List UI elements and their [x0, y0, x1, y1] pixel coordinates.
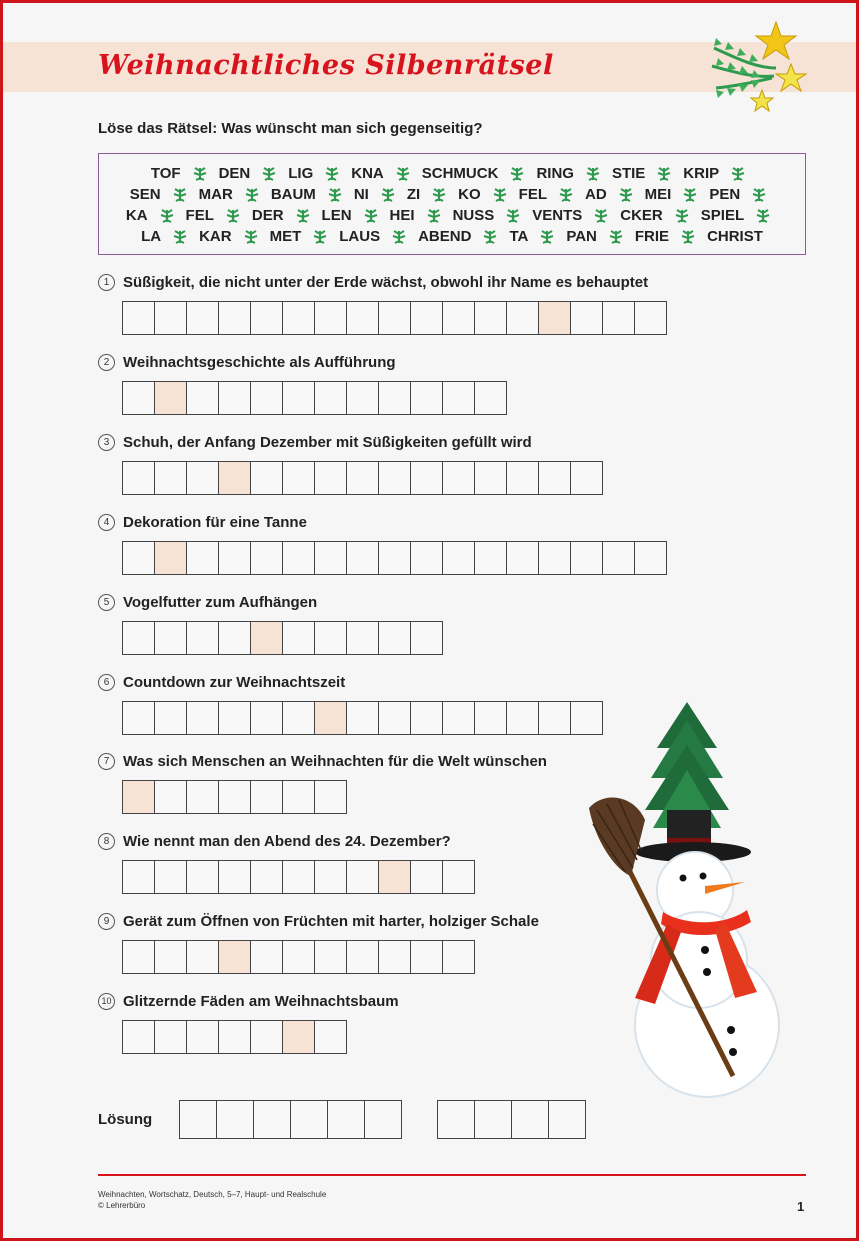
syllable: AD [585, 186, 607, 203]
letter-cell[interactable] [346, 461, 379, 495]
task-3 [98, 432, 532, 452]
letter-cell[interactable] [122, 461, 155, 495]
letter-cell[interactable] [634, 541, 667, 575]
holly-leaf-icon [558, 188, 574, 202]
syllable: FEL [185, 207, 214, 224]
letter-cell[interactable] [154, 621, 187, 655]
letter-cell[interactable] [378, 381, 411, 415]
holly-leaf-icon [312, 230, 328, 244]
letter-cell[interactable] [154, 940, 187, 974]
task-clue: Vogelfutter zum Aufhängen [123, 593, 318, 611]
letter-cell[interactable] [314, 461, 347, 495]
letter-cell[interactable] [122, 860, 155, 894]
letter-cell[interactable] [122, 1020, 155, 1054]
letter-cell[interactable] [282, 301, 315, 335]
letter-cell[interactable] [314, 780, 347, 814]
syllable: NI [353, 186, 369, 203]
syllable: RING [536, 165, 574, 182]
holly-leaf-icon [243, 230, 259, 244]
letter-cell[interactable] [250, 940, 283, 974]
letter-cell[interactable] [378, 461, 411, 495]
letter-cell[interactable] [442, 701, 475, 735]
solution-letter-cell[interactable] [538, 301, 571, 335]
letter-cell[interactable] [122, 541, 155, 575]
holly-leaf-icon [680, 230, 696, 244]
letter-cell[interactable] [314, 621, 347, 655]
solution-cell[interactable] [216, 1100, 254, 1139]
letter-cell[interactable] [314, 860, 347, 894]
holly-leaf-icon [755, 209, 771, 223]
letter-cell[interactable] [186, 940, 219, 974]
letter-cell[interactable] [186, 461, 219, 495]
snowman-illustration [575, 700, 790, 1100]
letter-cell[interactable] [250, 541, 283, 575]
holly-leaf-icon [656, 167, 672, 181]
holly-leaf-icon [593, 209, 609, 223]
letter-cell[interactable] [378, 621, 411, 655]
task-5 [98, 592, 317, 612]
solution-word-1-cells[interactable] [179, 1100, 402, 1139]
letter-cell[interactable] [410, 541, 443, 575]
letter-cell[interactable] [250, 381, 283, 415]
solution-letter-cell[interactable] [122, 780, 155, 814]
holly-leaf-icon [608, 230, 624, 244]
syllable: KNA [351, 165, 384, 182]
letter-cell[interactable] [346, 541, 379, 575]
task-number: 5 [98, 594, 115, 611]
answer-cells[interactable] [122, 381, 507, 415]
holly-leaf-icon [482, 230, 498, 244]
syllable: KO [458, 186, 481, 203]
letter-cell[interactable] [602, 301, 635, 335]
holly-leaf-icon [674, 209, 690, 223]
syllable: SEN [129, 186, 161, 203]
syllable: NUSS [452, 207, 495, 224]
syllable-row-2 [99, 184, 805, 205]
letter-cell[interactable] [346, 940, 379, 974]
letter-cell[interactable] [346, 860, 379, 894]
syllable: MAR [198, 186, 233, 203]
task-clue: Süßigkeit, die nicht unter der Erde wächst, obwohl ihr Name es behauptet [123, 273, 649, 291]
letter-cell[interactable] [218, 780, 251, 814]
holly-leaf-icon [225, 209, 241, 223]
answer-cells[interactable] [122, 940, 475, 974]
syllable: PAN [566, 228, 597, 245]
answer-cells[interactable] [122, 780, 347, 814]
task-number: 2 [98, 354, 115, 371]
letter-cell[interactable] [442, 860, 475, 894]
solution-letter-cell[interactable] [250, 621, 283, 655]
letter-cell[interactable] [186, 541, 219, 575]
letter-cell[interactable] [154, 701, 187, 735]
solution-cell[interactable] [179, 1100, 217, 1139]
letter-cell[interactable] [410, 940, 443, 974]
answer-cells[interactable] [122, 301, 667, 335]
task-6 [98, 672, 345, 692]
letter-cell[interactable] [122, 621, 155, 655]
instruction-text: Löse das Rätsel: Was wünscht man sich gegenseitig? [98, 120, 483, 137]
solution-letter-cell[interactable] [378, 860, 411, 894]
letter-cell[interactable] [442, 381, 475, 415]
task-9 [98, 911, 539, 931]
letter-cell[interactable] [442, 461, 475, 495]
task-clue: Dekoration für eine Tanne [123, 513, 307, 531]
solution-cell[interactable] [511, 1100, 549, 1139]
task-1 [98, 272, 648, 292]
answer-cells[interactable] [122, 621, 443, 655]
syllable: LIG [288, 165, 314, 182]
letter-cell[interactable] [218, 621, 251, 655]
syllable: STIE [611, 165, 646, 182]
footer-divider [98, 1174, 806, 1176]
letter-cell[interactable] [186, 701, 219, 735]
letter-cell[interactable] [122, 301, 155, 335]
holly-leaf-icon [324, 167, 340, 181]
task-clue: Countdown zur Weihnachtszeit [123, 673, 346, 691]
letter-cell[interactable] [218, 541, 251, 575]
holly-leaf-icon [618, 188, 634, 202]
footer-line-1: Weihnachten, Wortschatz, Deutsch, 5–7, Haupt- und Realschule [98, 1190, 327, 1199]
syllable: MEI [644, 186, 672, 203]
letter-cell[interactable] [250, 461, 283, 495]
letter-cell[interactable] [282, 461, 315, 495]
syllable: HEI [389, 207, 415, 224]
letter-cell[interactable] [410, 621, 443, 655]
holly-leaf-icon [192, 167, 208, 181]
letter-cell[interactable] [570, 461, 603, 495]
task-number: 9 [98, 913, 115, 930]
syllable-row-3 [99, 205, 805, 226]
holly-leaf-icon [172, 188, 188, 202]
syllable: BAUM [270, 186, 316, 203]
task-10 [98, 991, 399, 1011]
holly-leaf-icon [505, 209, 521, 223]
letter-cell[interactable] [282, 860, 315, 894]
letter-cell[interactable] [538, 541, 571, 575]
letter-cell[interactable] [378, 301, 411, 335]
solution-cell[interactable] [364, 1100, 402, 1139]
letter-cell[interactable] [538, 701, 571, 735]
letter-cell[interactable] [442, 541, 475, 575]
letter-cell[interactable] [346, 701, 379, 735]
letter-cell[interactable] [378, 701, 411, 735]
letter-cell[interactable] [186, 860, 219, 894]
syllable: KAR [199, 228, 232, 245]
holly-leaf-icon [539, 230, 555, 244]
letter-cell[interactable] [154, 301, 187, 335]
task-number: 8 [98, 833, 115, 850]
holly-leaf-icon [730, 167, 746, 181]
letter-cell[interactable] [442, 940, 475, 974]
letter-cell[interactable] [282, 940, 315, 974]
holly-leaf-icon [492, 188, 508, 202]
holly-leaf-icon [244, 188, 260, 202]
letter-cell[interactable] [282, 701, 315, 735]
letter-cell[interactable] [282, 780, 315, 814]
solution-letter-cell[interactable] [282, 1020, 315, 1054]
syllable: ABEND [418, 228, 472, 245]
letter-cell[interactable] [506, 461, 539, 495]
syllable-row-4 [99, 226, 805, 247]
syllable: ZI [406, 186, 421, 203]
letter-cell[interactable] [250, 1020, 283, 1054]
letter-cell[interactable] [410, 381, 443, 415]
letter-cell[interactable] [410, 701, 443, 735]
syllable-row-1 [99, 163, 805, 184]
syllable: DER [251, 207, 284, 224]
answer-cells[interactable] [122, 541, 667, 575]
syllable: LAUS [339, 228, 381, 245]
answer-cells[interactable] [122, 1020, 347, 1054]
syllable: DEN [218, 165, 251, 182]
syllable: TOF [150, 165, 181, 182]
letter-cell[interactable] [154, 860, 187, 894]
letter-cell[interactable] [602, 541, 635, 575]
task-number: 7 [98, 753, 115, 770]
answer-cells[interactable] [122, 461, 603, 495]
task-7 [98, 751, 547, 771]
letter-cell[interactable] [250, 701, 283, 735]
letter-cell[interactable] [506, 301, 539, 335]
task-8 [98, 831, 451, 851]
holly-leaf-icon [391, 230, 407, 244]
task-number: 3 [98, 434, 115, 451]
letter-cell[interactable] [346, 301, 379, 335]
syllable: FEL [518, 186, 547, 203]
letter-cell[interactable] [218, 301, 251, 335]
letter-cell[interactable] [282, 381, 315, 415]
syllable: SPIEL [700, 207, 745, 224]
letter-cell[interactable] [282, 541, 315, 575]
syllable: PEN [709, 186, 741, 203]
letter-cell[interactable] [218, 1020, 251, 1054]
solution-label: Lösung [98, 1111, 153, 1128]
task-2 [98, 352, 396, 372]
solution-word-2-cells[interactable] [437, 1100, 586, 1139]
letter-cell[interactable] [634, 301, 667, 335]
solution-letter-cell[interactable] [154, 381, 187, 415]
letter-cell[interactable] [474, 381, 507, 415]
holly-leaf-icon [585, 167, 601, 181]
letter-cell[interactable] [314, 301, 347, 335]
solution-cell[interactable] [437, 1100, 475, 1139]
solution-letter-cell[interactable] [154, 541, 187, 575]
syllable: SCHMUCK [421, 165, 499, 182]
letter-cell[interactable] [122, 940, 155, 974]
syllable: VENTS [532, 207, 583, 224]
page-number: 1 [797, 1199, 805, 1214]
syllable: CHRIST [707, 228, 763, 245]
syllable: FRIE [634, 228, 670, 245]
letter-cell[interactable] [410, 860, 443, 894]
syllable: TA [509, 228, 529, 245]
letter-cell[interactable] [250, 860, 283, 894]
letter-cell[interactable] [218, 381, 251, 415]
holly-leaf-icon [159, 209, 175, 223]
holly-leaf-icon [380, 188, 396, 202]
syllable: KA [125, 207, 148, 224]
letter-cell[interactable] [314, 940, 347, 974]
letter-cell[interactable] [122, 381, 155, 415]
answer-cells[interactable] [122, 701, 603, 735]
task-clue: Gerät zum Öffnen von Früchten mit harter, holziger Schale [123, 912, 539, 930]
letter-cell[interactable] [186, 780, 219, 814]
holly-leaf-icon [395, 167, 411, 181]
letter-cell[interactable] [442, 301, 475, 335]
answer-cells[interactable] [122, 860, 475, 894]
letter-cell[interactable] [314, 1020, 347, 1054]
task-clue: Wie nennt man den Abend des 24. Dezember? [123, 832, 451, 850]
syllable: CKER [620, 207, 663, 224]
letter-cell[interactable] [154, 780, 187, 814]
letter-cell[interactable] [474, 541, 507, 575]
letter-cell[interactable] [346, 381, 379, 415]
solution-cell[interactable] [290, 1100, 328, 1139]
syllable: LEN [321, 207, 352, 224]
solution-cell[interactable] [548, 1100, 586, 1139]
holly-leaf-icon [295, 209, 311, 223]
solution-letter-cell[interactable] [218, 940, 251, 974]
holly-leaf-icon [509, 167, 525, 181]
letter-cell[interactable] [410, 461, 443, 495]
task-number: 10 [98, 993, 115, 1010]
holly-leaf-icon [426, 209, 442, 223]
footer-line-2: © Lehrerbüro [98, 1201, 146, 1210]
letter-cell[interactable] [186, 381, 219, 415]
task-clue: Was sich Menschen an Weihnachten für die Welt wünschen [123, 752, 547, 770]
task-clue: Glitzernde Fäden am Weihnachtsbaum [123, 992, 399, 1010]
holly-leaf-icon [682, 188, 698, 202]
holly-leaf-icon [327, 188, 343, 202]
syllable-box [98, 153, 806, 255]
letter-cell[interactable] [506, 541, 539, 575]
letter-cell[interactable] [410, 301, 443, 335]
letter-cell[interactable] [218, 860, 251, 894]
letter-cell[interactable] [154, 461, 187, 495]
task-clue: Schuh, der Anfang Dezember mit Süßigkeiten gefüllt wird [123, 433, 532, 451]
task-number: 6 [98, 674, 115, 691]
letter-cell[interactable] [378, 541, 411, 575]
footer-source [98, 1189, 326, 1211]
letter-cell[interactable] [346, 621, 379, 655]
letter-cell[interactable] [474, 461, 507, 495]
task-clue: Weihnachtsgeschichte als Aufführung [123, 353, 396, 371]
solution-letter-cell[interactable] [314, 701, 347, 735]
page-title: Weihnachtliches Silbenrätsel [98, 50, 554, 81]
holly-leaf-icon [431, 188, 447, 202]
syllable: LA [141, 228, 162, 245]
letter-cell[interactable] [506, 701, 539, 735]
solution-cell[interactable] [327, 1100, 365, 1139]
task-number: 4 [98, 514, 115, 531]
letter-cell[interactable] [250, 780, 283, 814]
task-4 [98, 512, 307, 532]
letter-cell[interactable] [186, 621, 219, 655]
letter-cell[interactable] [154, 1020, 187, 1054]
syllable: KRIP [683, 165, 720, 182]
fir-branch-stars-icon [706, 18, 816, 118]
solution-cell[interactable] [474, 1100, 512, 1139]
syllable: MET [269, 228, 302, 245]
letter-cell[interactable] [570, 541, 603, 575]
letter-cell[interactable] [474, 701, 507, 735]
letter-cell[interactable] [314, 381, 347, 415]
holly-leaf-icon [261, 167, 277, 181]
letter-cell[interactable] [538, 461, 571, 495]
holly-leaf-icon [363, 209, 379, 223]
letter-cell[interactable] [186, 1020, 219, 1054]
solution-letter-cell[interactable] [218, 461, 251, 495]
solution-cell[interactable] [253, 1100, 291, 1139]
letter-cell[interactable] [474, 301, 507, 335]
letter-cell[interactable] [570, 301, 603, 335]
letter-cell[interactable] [218, 701, 251, 735]
task-number: 1 [98, 274, 115, 291]
letter-cell[interactable] [122, 701, 155, 735]
letter-cell[interactable] [282, 621, 315, 655]
letter-cell[interactable] [186, 301, 219, 335]
letter-cell[interactable] [378, 940, 411, 974]
letter-cell[interactable] [250, 301, 283, 335]
holly-leaf-icon [172, 230, 188, 244]
holly-leaf-icon [751, 188, 767, 202]
letter-cell[interactable] [314, 541, 347, 575]
